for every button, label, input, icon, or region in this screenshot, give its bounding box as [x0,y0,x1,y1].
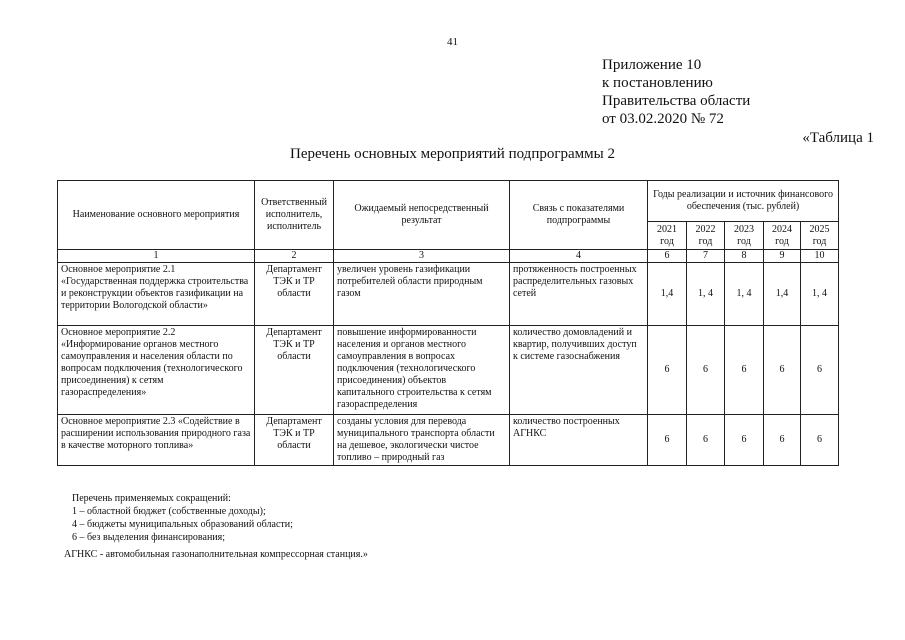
abbreviation-item: 6 – без выделения финансирования; [72,532,226,543]
appendix-line: от 03.02.2020 № 72 [602,111,724,127]
document-title: Перечень основных мероприятий подпрограммы 2 [290,146,615,162]
year-value: 6 [764,415,801,466]
appendix-block [602,56,750,128]
measure-name: Основное мероприятие 2.3 «Содействие в расширении использования природного газа в качестве моторного топлива» [58,415,255,466]
measure-result: увеличен уровень газификации потребителей области природным газом [334,263,510,326]
year-value: 6 [725,326,764,415]
column-number: 10 [801,250,839,263]
table-row [58,415,839,466]
year-value: 6 [801,415,839,466]
measure-executor: Департамент ТЭК и ТР области [255,326,334,415]
year-value: 1, 4 [801,263,839,326]
table-row [58,326,839,415]
year-value: 1,4 [764,263,801,326]
column-number: 4 [510,250,648,263]
year-value: 6 [648,415,687,466]
header-year: 2021 год [648,222,687,250]
header-year: 2025 год [801,222,839,250]
header-result: Ожидаемый непосредственный результат [334,181,510,250]
year-value: 6 [764,326,801,415]
appendix-line: Приложение 10 [602,57,702,73]
year-value: 1,4 [648,263,687,326]
year-value: 6 [725,415,764,466]
table-tag: «Таблица 1 [802,130,874,146]
header-link: Связь с показателями подпрограммы [510,181,648,250]
abbreviations-block [72,492,293,544]
appendix-line: Правительства области [602,93,751,109]
measures-table [57,180,839,466]
measure-link: протяженность построенных распределительных газовых сетей [510,263,648,326]
abbreviations-title: Перечень применяемых сокращений: [72,493,231,504]
year-value: 6 [648,326,687,415]
measure-result: созданы условия для перевода муниципального транспорта области на дешевое, экологически чистое топливо – природный газ [334,415,510,466]
abbreviation-agnks: АГНКС - автомобильная газонаполнительная компрессорная станция.» [64,549,368,560]
appendix-line: к постановлению [602,75,713,91]
column-number: 9 [764,250,801,263]
header-executor: Ответственный исполнитель, исполнитель [255,181,334,250]
abbreviation-item: 4 – бюджеты муниципальных образований области; [72,519,293,530]
measure-result: повышение информированности населения и органов местного самоуправления в вопросах подключения (технологического присоединения) объектов капитального строительства к сетям газораспределения [334,326,510,415]
year-value: 6 [801,326,839,415]
measure-link: количество построенных АГНКС [510,415,648,466]
column-number: 7 [687,250,725,263]
measure-link: количество домовладений и квартир, получивших доступ к системе газоснабжения [510,326,648,415]
header-name: Наименование основного мероприятия [58,181,255,250]
table-row [58,263,839,326]
column-number: 8 [725,250,764,263]
year-value: 1, 4 [687,263,725,326]
header-year: 2022 год [687,222,725,250]
year-value: 1, 4 [725,263,764,326]
column-number: 3 [334,250,510,263]
column-number: 1 [58,250,255,263]
year-value: 6 [687,326,725,415]
column-number-row [58,250,839,263]
measure-name: Основное мероприятие 2.2 «Информирование органов местного самоуправления и населения области по вопросам подключения (технологического присоединения) к сетям газораспределения» [58,326,255,415]
page-number: 41 [447,36,458,48]
year-value: 6 [687,415,725,466]
header-years-group: Годы реализации и источник финансового обеспечения (тыс. рублей) [648,181,839,222]
measure-executor: Департамент ТЭК и ТР области [255,415,334,466]
measure-name: Основное мероприятие 2.1 «Государственная поддержка строительства и реконструкции объектов газификации на территории Вологодской области» [58,263,255,326]
header-year: 2024 год [764,222,801,250]
column-number: 2 [255,250,334,263]
column-number: 6 [648,250,687,263]
abbreviation-item: 1 – областной бюджет (собственные доходы); [72,506,266,517]
header-year: 2023 год [725,222,764,250]
measure-executor: Департамент ТЭК и ТР области [255,263,334,326]
